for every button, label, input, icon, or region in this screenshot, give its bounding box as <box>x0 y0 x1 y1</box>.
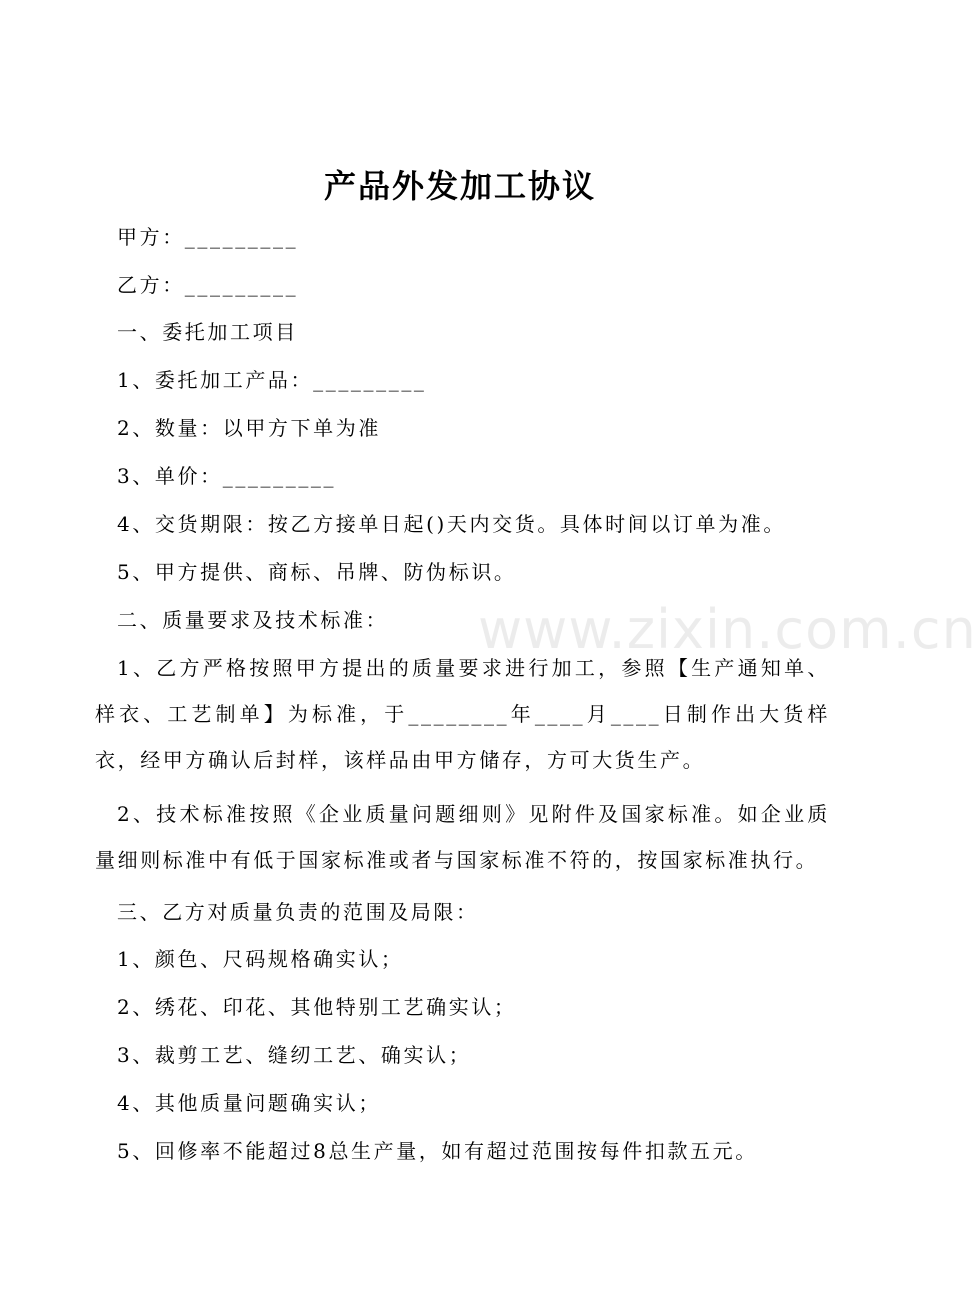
section-heading-1: 一、委托加工项目 <box>117 320 298 344</box>
section3-item-5: 5、回修率不能超过8总生产量，如有超过范围按每件扣款五元。 <box>117 1139 758 1163</box>
section2-item-1: 1、乙方严格按照甲方提出的质量要求进行加工，参照【生产通知单、样衣、工艺制单】为标准，于________年____月____日制作出大货样衣，经甲方确认后封样，该样品由甲方储存，方可大货生产。 <box>95 656 830 772</box>
party-a-line: 甲方：_________ <box>117 225 299 249</box>
section3-item-3: 3、裁剪工艺、缝纫工艺、确实认； <box>117 1043 472 1067</box>
section1-item-1: 1、委托加工产品：_________ <box>117 368 427 392</box>
section1-item-3: 3、单价：_________ <box>117 464 337 488</box>
section-heading-3: 三、乙方对质量负责的范围及局限： <box>117 900 479 924</box>
section2-item-2: 2、技术标准按照《企业质量问题细则》见附件及国家标准。如企业质量细则标准中有低于国家标准或者与国家标准不符的，按国家标准执行。 <box>95 802 830 872</box>
section1-item-2: 2、数量：以甲方下单为准 <box>117 416 381 440</box>
party-b-line: 乙方：_________ <box>117 273 299 297</box>
section-heading-2: 二、质量要求及技术标准： <box>117 608 389 632</box>
section1-item-5: 5、甲方提供、商标、吊牌、防伪标识。 <box>117 560 517 584</box>
section3-item-1: 1、颜色、尺码规格确实认； <box>117 947 404 971</box>
section3-item-4: 4、其他质量问题确实认； <box>117 1091 381 1115</box>
section3-item-2: 2、绣花、印花、其他特别工艺确实认； <box>117 995 517 1019</box>
document-title: 产品外发加工协议 <box>323 167 596 205</box>
watermark: www.zixin.com.cn <box>478 598 977 661</box>
section1-item-4: 4、交货期限：按乙方接单日起()天内交货。具体时间以订单为准。 <box>117 512 786 536</box>
